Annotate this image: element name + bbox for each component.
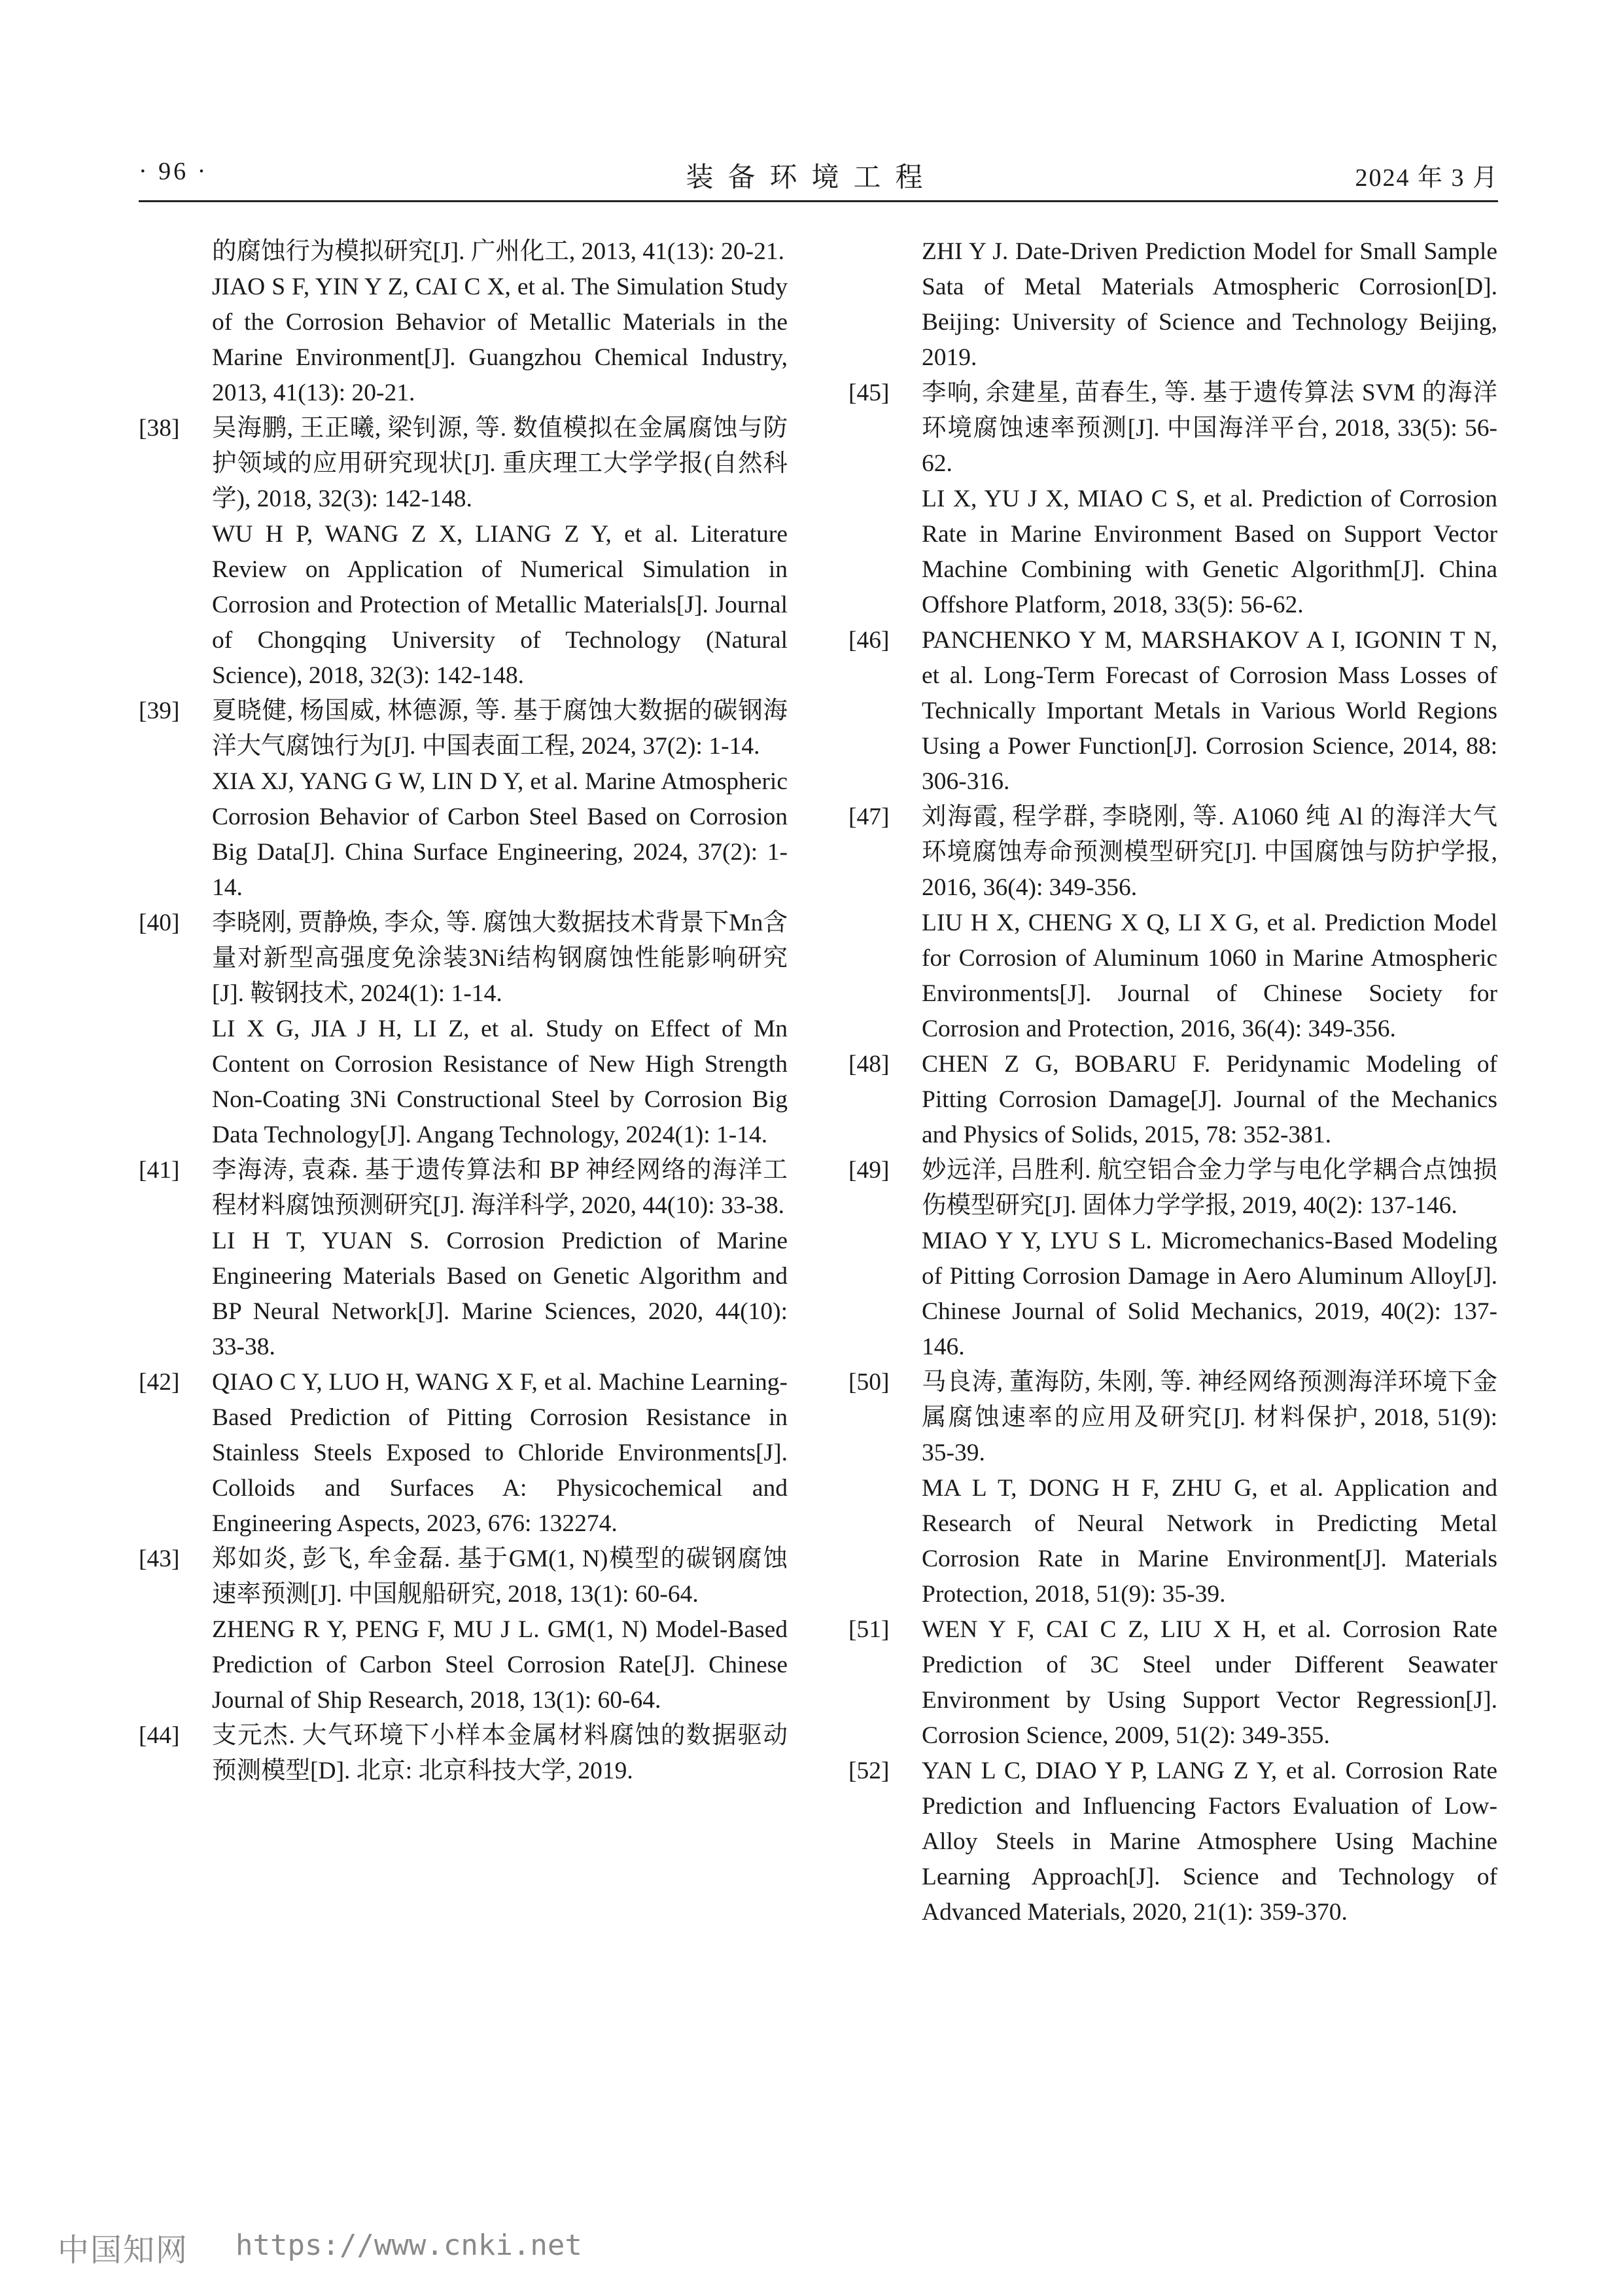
reference-number: [41]: [139, 1157, 180, 1184]
issue-date: 2024 年 3 月: [1355, 164, 1499, 192]
reference-number: [50]: [848, 1369, 890, 1396]
reference-en-text: LIU H X, CHENG X Q, LI X G, et al. Prediction Model for Corrosion of Aluminum 1060 in Marine Atmospheric Environments[J]. Journal of Chinese Society for Corrosion and Protection, 2016, 36(4): 349-356.: [922, 910, 1497, 1042]
reference-cn-text: 刘海霞, 程学群, 李晓刚, 等. A1060 纯 Al 的海洋大气环境腐蚀寿命预测模型研究[J]. 中国腐蚀与防护学报, 2016, 36(4): 349-356.: [922, 804, 1497, 901]
reference-number: [39]: [139, 698, 180, 724]
reference-cn-text: 吴海鹏, 王正曦, 梁钊源, 等. 数值模拟在金属腐蚀与防护领域的应用研究现状[J]. 重庆理工大学学报(自然科学), 2018, 32(3): 142-148.: [212, 415, 788, 512]
reference-number: [43]: [139, 1545, 180, 1572]
reference-number: [45]: [848, 380, 890, 406]
reference-number: [38]: [139, 415, 180, 442]
reference-cn-text: 夏晓健, 杨国威, 林德源, 等. 基于腐蚀大数据的碳钢海洋大气腐蚀行为[J]. 中国表面工程, 2024, 37(2): 1-14.: [212, 698, 788, 760]
reference-en-text: LI X, YU J X, MIAO C S, et al. Prediction of Corrosion Rate in Marine Environment Based on Support Vector Machine Combining with Genetic Algorithm[J]. China Offshore Platform, 2018, 33(5): 56-62.: [922, 486, 1497, 618]
reference-en-text: PANCHENKO Y M, MARSHAKOV A I, IGONIN T N, et al. Long-Term Forecast of Corrosion Mass Losses of Technically Important Metals in Various World Regions Using a Power Function[J]. Corrosion Science, 2014, 88: 306-316.: [922, 627, 1497, 795]
reference-number: [48]: [848, 1051, 890, 1078]
reference-continued: [848, 234, 1497, 376]
reference-item: [139, 1365, 788, 1542]
journal-title: 装备环境工程: [686, 163, 937, 193]
reference-item: [848, 1153, 1497, 1365]
reference-en-text: MA L T, DONG H F, ZHU G, et al. Application and Research of Neural Network in Predicting Metal Corrosion Rate in Marine Environment[J]. Materials Protection, 2018, 51(9): 35-39.: [922, 1475, 1497, 1608]
reference-cn-text: 马良涛, 董海防, 朱刚, 等. 神经网络预测海洋环境下金属腐蚀速率的应用及研究[J]. 材料保护, 2018, 51(9): 35-39.: [922, 1369, 1497, 1466]
reference-number: [40]: [139, 910, 180, 936]
reference-cn-text: 李海涛, 袁森. 基于遗传算法和 BP 神经网络的海洋工程材料腐蚀预测研究[J]. 海洋科学, 2020, 44(10): 33-38.: [212, 1157, 788, 1219]
reference-cn-text: 的腐蚀行为模拟研究[J]. 广州化工, 2013, 41(13): 20-21.: [212, 238, 784, 265]
reference-en-text: ZHENG R Y, PENG F, MU J L. GM(1, N) Model-Based Prediction of Carbon Steel Corrosion Rate[J]. Chinese Journal of Ship Research, 2018, 13(1): 60-64.: [212, 1616, 788, 1714]
reference-item: [139, 1542, 788, 1718]
reference-item: [139, 1153, 788, 1365]
reference-cn-text: 李晓刚, 贾静焕, 李众, 等. 腐蚀大数据技术背景下Mn含量对新型高强度免涂装3Ni结构钢腐蚀性能影响研究[J]. 鞍钢技术, 2024(1): 1-14.: [212, 910, 788, 1007]
reference-item: [848, 1754, 1497, 1930]
reference-en-text: ZHI Y J. Date-Driven Prediction Model for Small Sample Sata of Metal Materials Atmospheric Corrosion[D]. Beijing: University of Science and Technology Beijing, 2019.: [922, 238, 1497, 371]
reference-number: [51]: [848, 1616, 890, 1643]
reference-item: [848, 800, 1497, 1047]
right-column: [848, 234, 1497, 1930]
reference-item: [139, 1718, 788, 1789]
reference-item: [139, 694, 788, 906]
cnki-url-link[interactable]: https://www.cnki.net: [236, 2229, 582, 2262]
reference-en-text: WEN Y F, CAI C Z, LIU X H, et al. Corrosion Rate Prediction of 3C Steel under Different Seawater Environment by Using Support Vector Regression[J]. Corrosion Science, 2009, 51(2): 349-355.: [922, 1616, 1497, 1749]
reference-item: [848, 1047, 1497, 1153]
cnki-logo: 中国知网: [58, 2233, 189, 2268]
reference-number: [47]: [848, 804, 890, 830]
reference-en-text: WU H P, WANG Z X, LIANG Z Y, et al. Literature Review on Application of Numerical Simulation in Corrosion and Protection of Metallic Materials[J]. Journal of Chongqing University of Technology (Natural Science), 2018, 32(3): 142-148.: [212, 521, 788, 689]
reference-number: [46]: [848, 627, 890, 654]
reference-en-text: JIAO S F, YIN Y Z, CAI C X, et al. The Simulation Study of the Corrosion Behavior of Metallic Materials in the Marine Environment[J]. Guangzhou Chemical Industry, 2013, 41(13): 20-21.: [212, 274, 788, 406]
reference-en-text: XIA XJ, YANG G W, LIN D Y, et al. Marine Atmospheric Corrosion Behavior of Carbon Steel Based on Corrosion Big Data[J]. China Surface Engineering, 2024, 37(2): 1-14.: [212, 768, 788, 901]
reference-number: [49]: [848, 1157, 890, 1184]
reference-number: [42]: [139, 1369, 180, 1396]
reference-cn-text: 李响, 余建星, 苗春生, 等. 基于遗传算法 SVM 的海洋环境腐蚀速率预测[J]. 中国海洋平台, 2018, 33(5): 56-62.: [922, 380, 1497, 477]
header-rule: [139, 200, 1498, 202]
reference-item: [848, 1365, 1497, 1612]
page-header: [0, 0, 1623, 209]
reference-item: [848, 623, 1497, 800]
reference-number: [52]: [848, 1757, 890, 1784]
reference-list: [139, 411, 788, 1789]
reference-item: [848, 1612, 1497, 1754]
reference-item: [139, 906, 788, 1153]
reference-item: [139, 411, 788, 694]
reference-item: [848, 376, 1497, 623]
reference-en-text: MIAO Y Y, LYU S L. Micromechanics-Based Modeling of Pitting Corrosion Damage in Aero Aluminum Alloy[J]. Chinese Journal of Solid Mechanics, 2019, 40(2): 137-146.: [922, 1227, 1497, 1360]
reference-en-text: LI H T, YUAN S. Corrosion Prediction of Marine Engineering Materials Based on Genetic Algorithm and BP Neural Network[J]. Marine Sciences, 2020, 44(10): 33-38.: [212, 1227, 788, 1360]
reference-en-text: LI X G, JIA J H, LI Z, et al. Study on Effect of Mn Content on Corrosion Resistance of New High Strength Non-Coating 3Ni Constructional Steel by Corrosion Big Data Technology[J]. Angang Technology, 2024(1): 1-14.: [212, 1016, 788, 1148]
reference-cn-text: 妙远洋, 吕胜利. 航空铝合金力学与电化学耦合点蚀损伤模型研究[J]. 固体力学学报, 2019, 40(2): 137-146.: [922, 1157, 1497, 1219]
left-column: [139, 234, 788, 1789]
reference-en-text: QIAO C Y, LUO H, WANG X F, et al. Machine Learning-Based Prediction of Pitting Corrosion Resistance in Stainless Steels Exposed to Chloride Environments[J]. Colloids and Surfaces A: Physicochemical and Engineering Aspects, 2023, 676: 132274.: [212, 1369, 788, 1537]
page-number: · 96 ·: [139, 158, 209, 185]
reference-list: [848, 376, 1497, 1930]
reference-continued: [139, 234, 788, 411]
reference-en-text: CHEN Z G, BOBARU F. Peridynamic Modeling of Pitting Corrosion Damage[J]. Journal of the Mechanics and Physics of Solids, 2015, 78: 352-381.: [922, 1051, 1497, 1148]
reference-cn-text: 支元杰. 大气环境下小样本金属材料腐蚀的数据驱动预测模型[D]. 北京: 北京科技大学, 2019.: [212, 1722, 788, 1784]
reference-cn-text: 郑如炎, 彭飞, 牟金磊. 基于GM(1, N)模型的碳钢腐蚀速率预测[J]. 中国舰船研究, 2018, 13(1): 60-64.: [212, 1545, 788, 1608]
reference-number: [44]: [139, 1722, 180, 1749]
reference-en-text: YAN L C, DIAO Y P, LANG Z Y, et al. Corrosion Rate Prediction and Influencing Factors Evaluation of Low-Alloy Steels in Marine Atmosphere Using Machine Learning Approach[J]. Science and Technology of Advanced Materials, 2020, 21(1): 359-370.: [922, 1757, 1497, 1926]
